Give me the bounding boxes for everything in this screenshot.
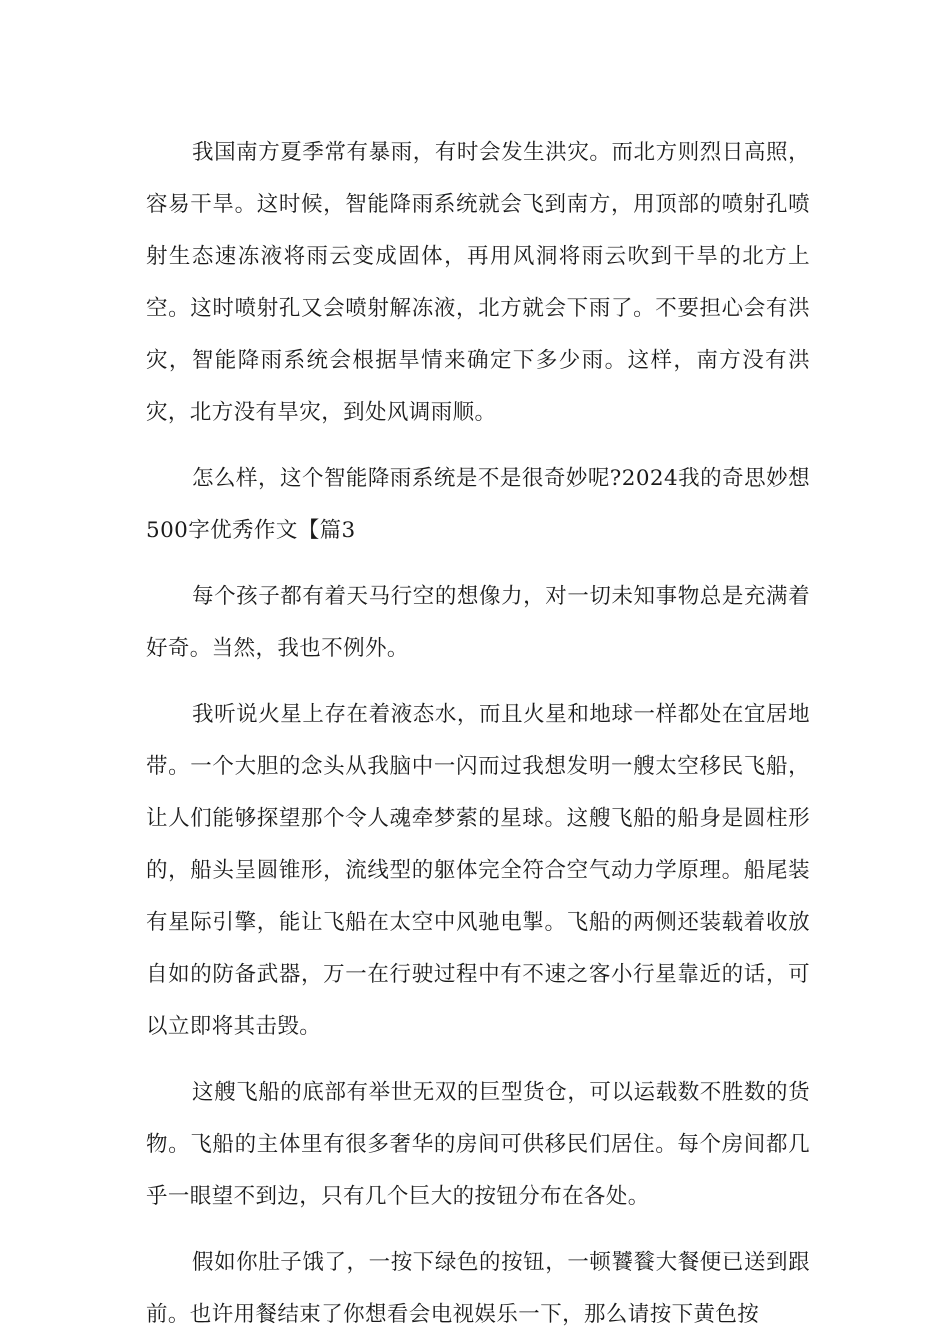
paragraph-cargo: 这艘飞船的底部有举世无双的巨型货仓，可以运载数不胜数的货物。飞船的主体里有很多奢华的房间可供移民们居住。每个房间都几乎一眼望不到边，只有几个巨大的按钮分布在各处。	[146, 1080, 810, 1209]
paragraph-spaceship: 我听说火星上存在着液态水，而且火星和地球一样都处在宜居地带。一个大胆的念头从我脑中一闪而过我想发明一艘太空移民飞船，让人们能够探望那个令人魂牵梦萦的星球。这艘飞船的船身是圆柱形的，船头呈圆锥形，流线型的躯体完全符合空气动力学原理。船尾装有星际引擎，能让飞船在太空中风驰电掣。飞船的两侧还装载着收放自如的防备武器，万一在行驶过程中有不速之客小行星靠近的话，可以立即将其击毁。	[146, 702, 810, 1039]
paragraph-buttons: 假如你肚子饿了，一按下绿色的按钮，一顿饕餮大餐便已送到跟前。也许用餐结束了你想看会电视娱乐一下，那么请按下黄色按	[146, 1250, 810, 1327]
paragraph-essay-heading: 怎么样，这个智能降雨系统是不是很奇妙呢?2024我的奇思妙想500字优秀作文【篇3	[146, 466, 810, 543]
paragraph-imagination: 每个孩子都有着天马行空的想像力，对一切未知事物总是充满着好奇。当然，我也不例外。	[146, 584, 810, 661]
essay-body	[146, 127, 810, 1341]
paragraph-rain-system: 我国南方夏季常有暴雨，有时会发生洪灾。而北方则烈日高照，容易干旱。这时候，智能降雨系统就会飞到南方，用顶部的喷射孔喷射生态速冻液将雨云变成固体，再用风洞将雨云吹到干旱的北方上空。这时喷射孔又会喷射解冻液，北方就会下雨了。不要担心会有洪灾，智能降雨系统会根据旱情来确定下多少雨。这样，南方没有洪灾，北方没有旱灾，到处风调雨顺。	[146, 140, 810, 425]
